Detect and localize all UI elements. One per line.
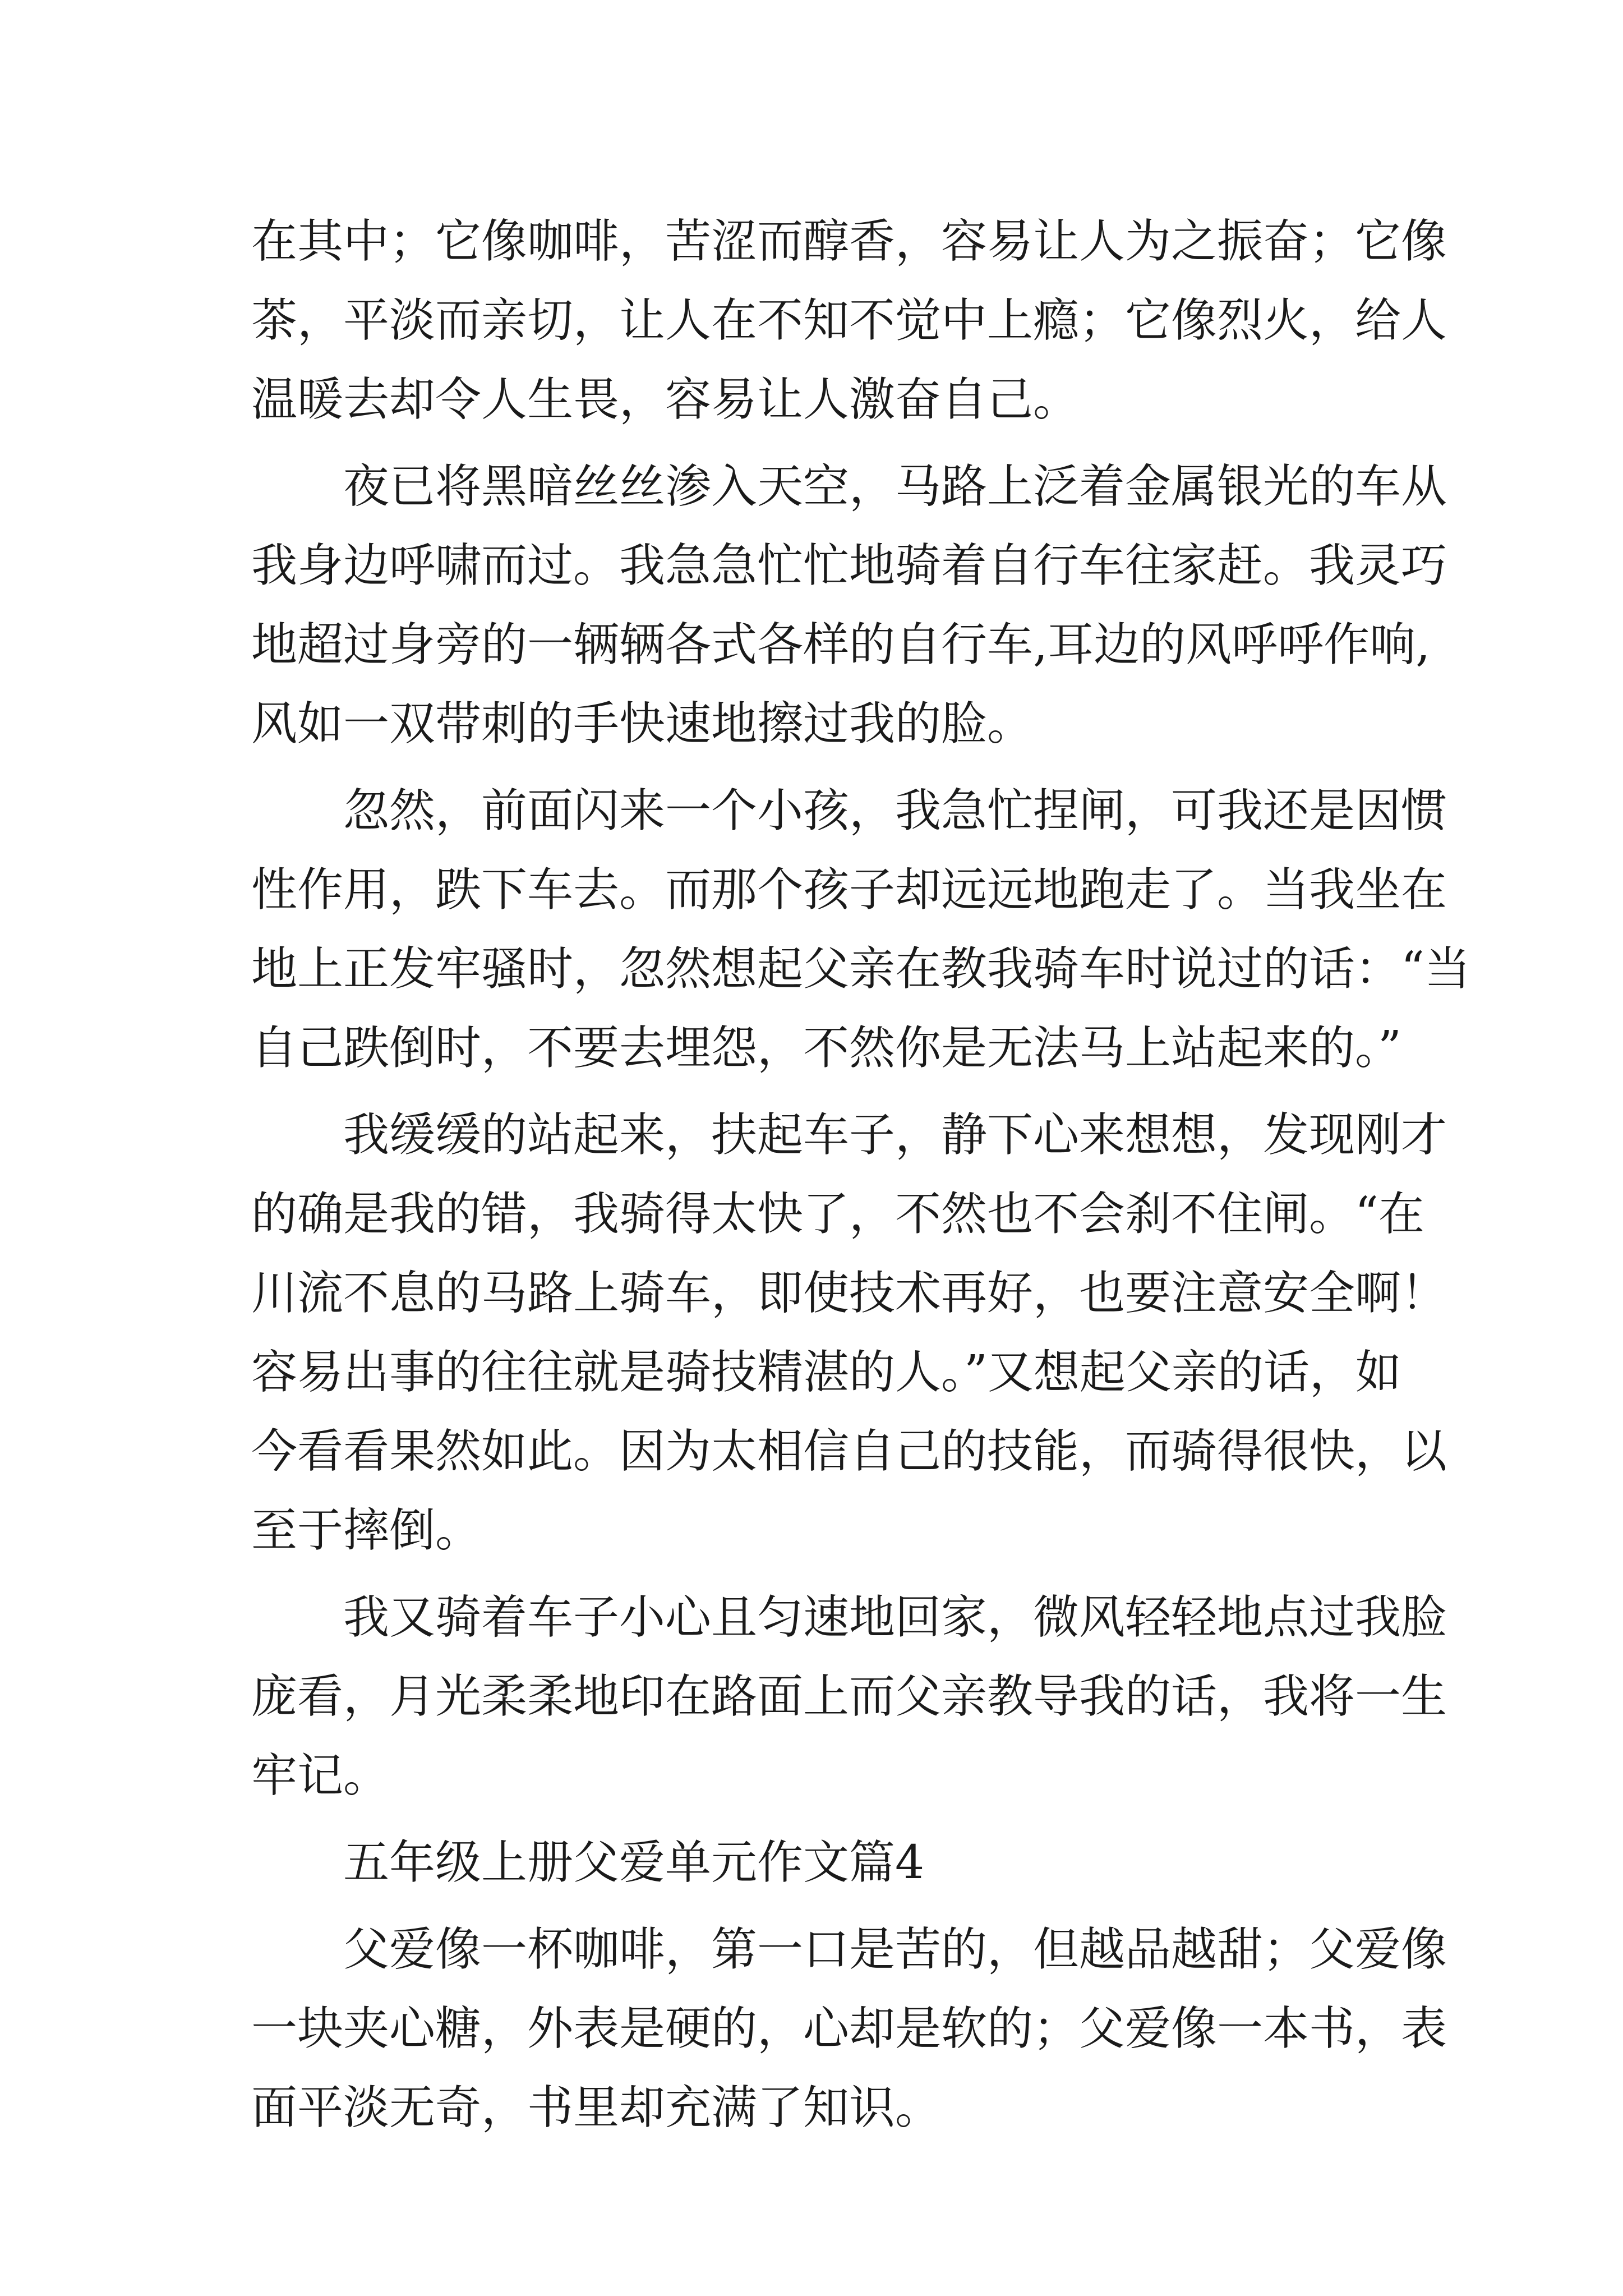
- text-line: 在其中；它像咖啡，苦涩而醇香，容易让人为之振奋；它像: [251, 215, 1447, 268]
- text-line: 我又骑着车子小心且匀速地回家，微风轻轻地点过我脸: [343, 1591, 1447, 1644]
- text-line: 父爱像一杯咖啡，第一口是苦的，但越品越甜；父爱像: [343, 1923, 1447, 1976]
- paragraph-ride-home: [251, 1578, 1447, 1815]
- paragraph-reflection: [251, 1096, 1447, 1570]
- section-heading: [251, 1823, 1373, 1902]
- text-line: 自己跌倒时，不要去埋怨，不然你是无法马上站起来的。”: [251, 1022, 1401, 1075]
- document-body: [251, 202, 1470, 2147]
- text-line: 夜已将黑暗丝丝渗入天空，马路上泛着金属银光的车从: [343, 460, 1447, 513]
- paragraph-fall: [251, 771, 1470, 1088]
- paragraph-night-ride: [251, 447, 1447, 763]
- text-line: 今看看果然如此。因为太相信自己的技能，而骑得很快，以: [251, 1425, 1447, 1478]
- text-line: 面平淡无奇，书里却充满了知识。: [251, 2081, 942, 2134]
- text-line: 的确是我的错，我骑得太快了，不然也不会刹不住闸。“在: [251, 1188, 1424, 1241]
- text-line: 一块夹心糖，外表是硬的，心却是软的；父爱像一本书，表: [251, 2002, 1447, 2055]
- text-line: 风如一双带刺的手快速地擦过我的脸。: [251, 697, 1034, 751]
- text-line: 五年级上册父爱单元作文篇4: [343, 1836, 925, 1889]
- text-line: 温暖去却令人生畏，容易让人激奋自己。: [251, 373, 1080, 426]
- text-line: 牢记。: [251, 1749, 390, 1802]
- text-line: 茶，平淡而亲切，让人在不知不觉中上瘾；它像烈火，给人: [251, 294, 1447, 347]
- text-line: 地上正发牢骚时，忽然想起父亲在教我骑车时说过的话：“当: [251, 942, 1470, 996]
- text-line: 容易出事的往往就是骑技精湛的人。”又想起父亲的话，如: [251, 1346, 1401, 1399]
- text-line: 忽然，前面闪来一个小孩，我急忙捏闸，可我还是因惯: [343, 784, 1447, 838]
- text-line: 川流不息的马路上骑车，即使技术再好，也要注意安全啊！: [251, 1267, 1447, 1320]
- text-line: 地超过身旁的一辆辆各式各样的自行车,耳边的风呼呼作响,: [251, 618, 1431, 671]
- text-line: 庞看，月光柔柔地印在路面上而父亲教导我的话，我将一生: [251, 1670, 1447, 1723]
- paragraph-continuation: [251, 202, 1447, 439]
- text-line: 我缓缓的站起来，扶起车子，静下心来想想，发现刚才: [343, 1108, 1447, 1162]
- text-line: 我身边呼啸而过。我急急忙忙地骑着自行车往家赶。我灵巧: [251, 539, 1447, 592]
- paragraph-father-love: [251, 1910, 1447, 2147]
- text-line: 性作用，跌下车去。而那个孩子却远远地跑走了。当我坐在: [251, 863, 1447, 917]
- text-line: 至于摔倒。: [251, 1504, 482, 1557]
